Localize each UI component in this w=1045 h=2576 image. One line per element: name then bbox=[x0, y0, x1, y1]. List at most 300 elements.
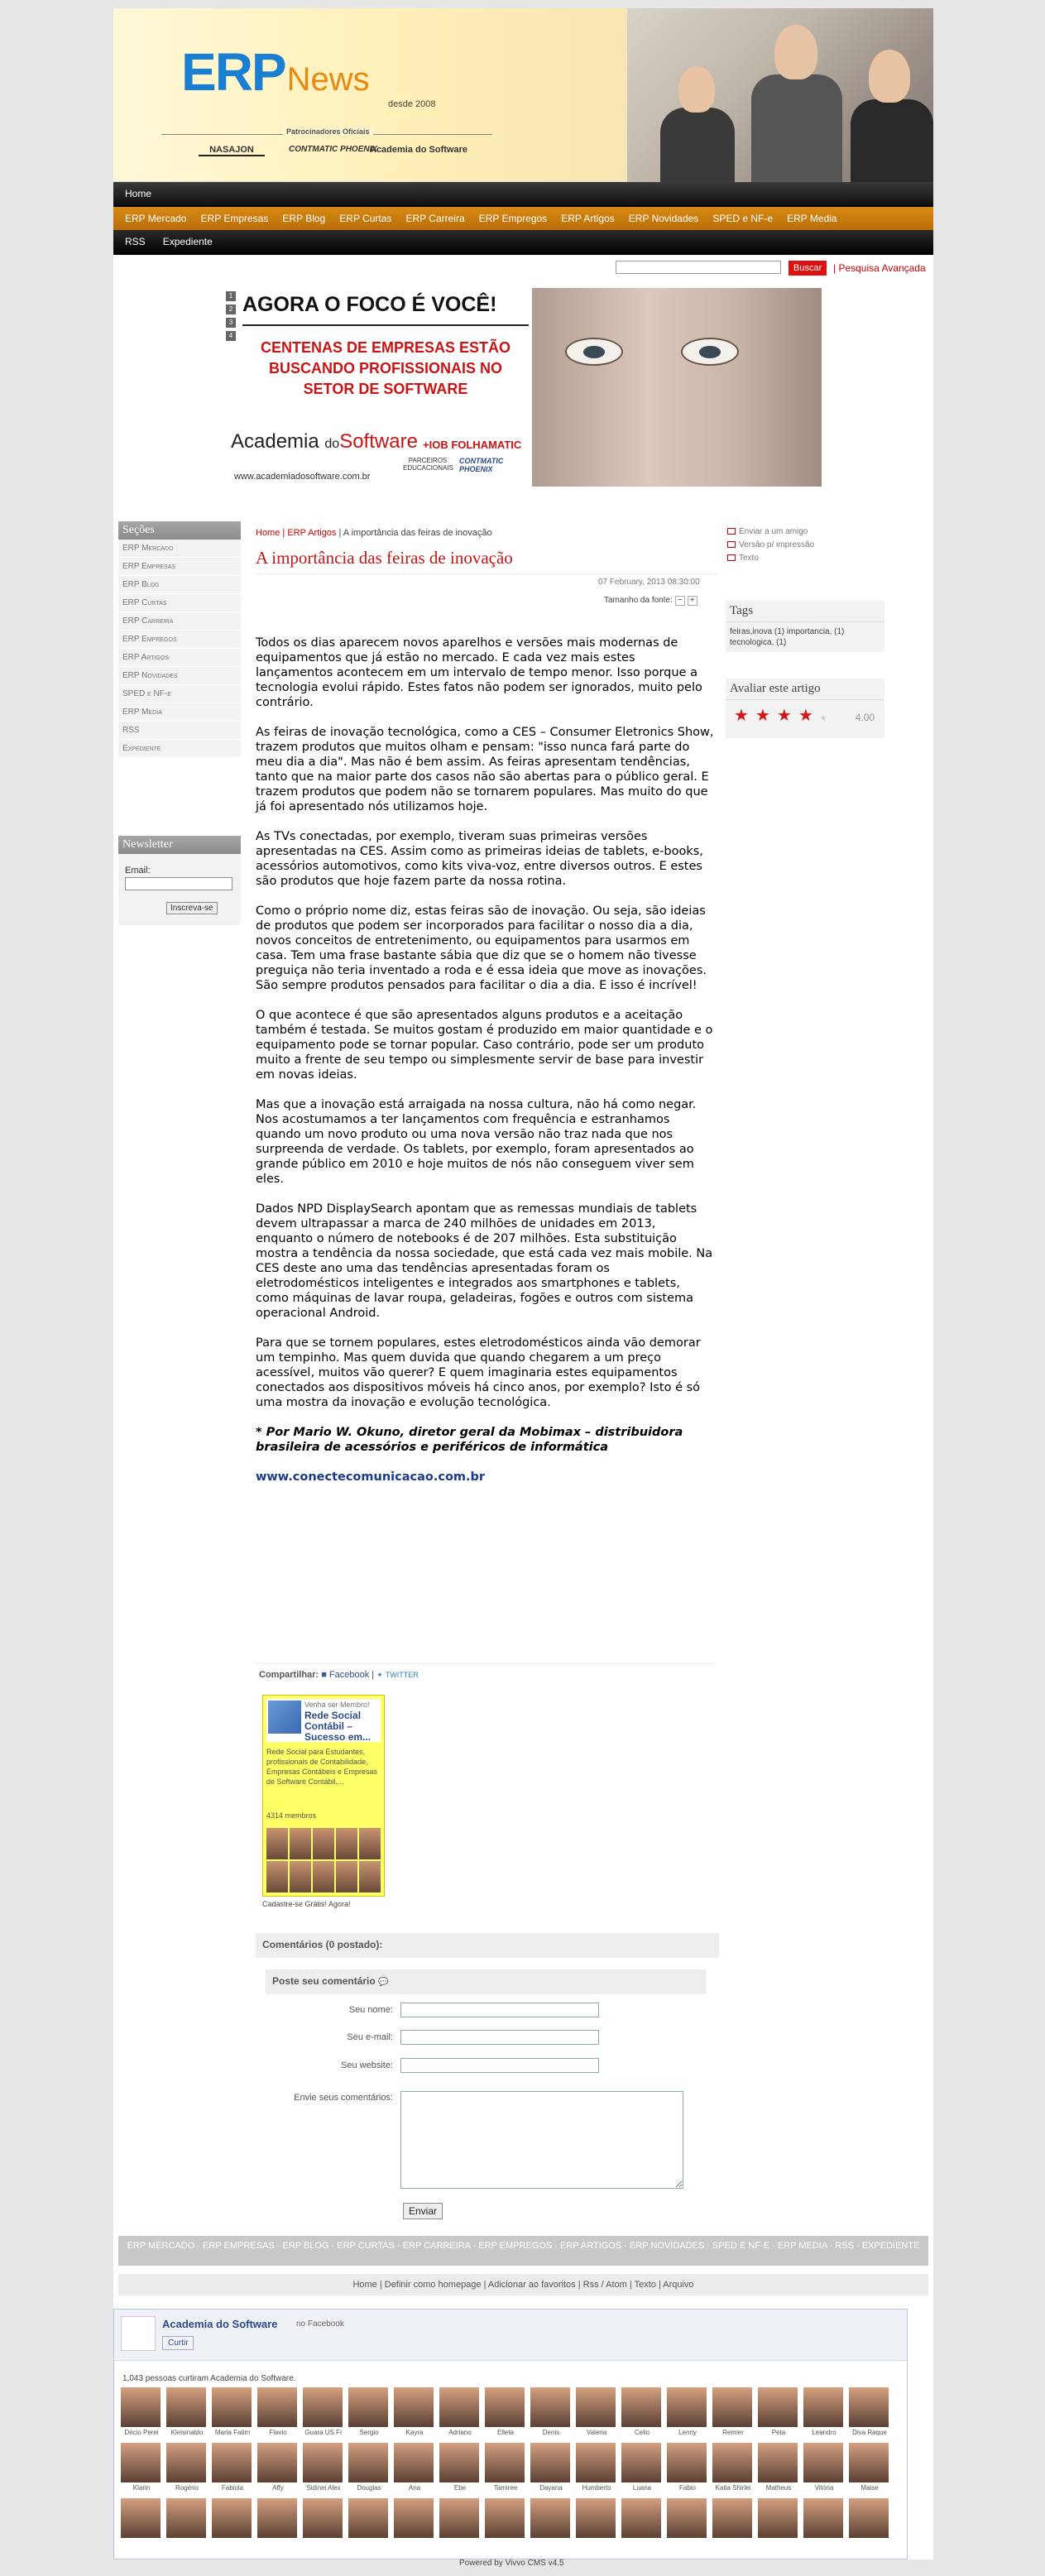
fb-fan-avatar[interactable] bbox=[712, 2443, 752, 2482]
advanced-search-link[interactable]: | Pesquisa Avançada bbox=[833, 262, 926, 274]
rating-title: Avaliar este artigo bbox=[726, 679, 884, 700]
banner-subhead: CENTENAS DE EMPRESAS ESTÃO BUSCANDO PROFISSIONAIS NO SETOR DE SOFTWARE bbox=[260, 339, 511, 397]
banner-pager bbox=[226, 291, 237, 344]
header-photo bbox=[627, 8, 933, 182]
post-comment-header bbox=[266, 1969, 706, 1994]
fb-fan[interactable] bbox=[212, 2443, 253, 2492]
fb-fan-avatar[interactable] bbox=[257, 2387, 297, 2427]
banner-partners: PARCEIROS EDUCACIONAIS bbox=[403, 457, 453, 472]
section-link[interactable]: SPED e NF-e bbox=[118, 685, 241, 703]
banner-brand bbox=[231, 430, 418, 453]
fb-fan-avatar[interactable] bbox=[212, 2498, 252, 2538]
member-avatar[interactable] bbox=[313, 1828, 334, 1859]
font-increase-icon[interactable]: + bbox=[688, 596, 697, 606]
name-label: Seu nome: bbox=[348, 2005, 393, 2015]
fb-fan-avatar[interactable] bbox=[621, 2498, 661, 2538]
facebook-like-box bbox=[113, 2309, 908, 2559]
newsletter-title: Newsletter bbox=[118, 836, 241, 854]
fb-fan-avatar[interactable] bbox=[576, 2498, 616, 2538]
widget-network-name[interactable]: Rede Social Contábil – Sucesso em... bbox=[304, 1710, 372, 1743]
widget-description: Rede Social para Estudantes, profissionais de Contabilidade, Empresas Contábeis e Empresas de Software Contábil,... bbox=[266, 1748, 378, 1786]
fb-fan-avatar[interactable] bbox=[257, 2498, 297, 2538]
banner-page-4[interactable]: 4 bbox=[226, 331, 236, 341]
fb-fan-avatar[interactable] bbox=[758, 2387, 798, 2427]
fb-fan[interactable] bbox=[394, 2498, 435, 2540]
fb-fan[interactable] bbox=[621, 2498, 663, 2540]
banner-photo bbox=[532, 288, 822, 487]
fb-fan-avatar[interactable] bbox=[348, 2498, 388, 2538]
fb-fan[interactable] bbox=[667, 2498, 708, 2540]
member-avatar[interactable] bbox=[336, 1828, 357, 1859]
fb-on-facebook: no Facebook bbox=[296, 2319, 344, 2329]
member-avatar[interactable] bbox=[359, 1861, 381, 1892]
star-icon[interactable]: ★ bbox=[798, 707, 820, 725]
fb-fan-avatar[interactable] bbox=[758, 2443, 798, 2482]
fb-fan[interactable] bbox=[348, 2387, 390, 2436]
fb-fan[interactable] bbox=[439, 2498, 481, 2540]
section-link[interactable]: Expediente bbox=[118, 740, 241, 758]
network-avatar bbox=[268, 1701, 301, 1734]
nav-erp-carreira[interactable]: ERP Carreira bbox=[405, 213, 465, 224]
printer-icon bbox=[727, 541, 736, 548]
fb-fan-avatar[interactable] bbox=[394, 2387, 434, 2427]
fb-fan[interactable] bbox=[849, 2498, 890, 2540]
widget-visit[interactable]: Venha ser Membro! bbox=[304, 1701, 370, 1709]
fb-fan[interactable] bbox=[849, 2387, 890, 2436]
fb-fans-grid bbox=[121, 2387, 899, 2540]
fb-fan-avatar[interactable] bbox=[394, 2498, 434, 2538]
comment-email-field[interactable] bbox=[400, 2030, 599, 2045]
fb-fan-name[interactable]: Sidinei Alex bbox=[306, 2484, 341, 2492]
share-twitter-link[interactable]: TWITTER bbox=[385, 1671, 419, 1679]
article-paragraph: Mas que a inovação está arraigada na nossa cultura, não há como negar. Nos acostumamos a ter lançamentos com frequência e estranhamos quando um novo produto ou uma nova versão não traz nada que nos surpreenda de verdade. Os tablets, por exemplo, foram apresentados ao grande público em 2010 e hoje muitos de nós não conseguem viver sem eles. bbox=[256, 1098, 697, 1186]
fb-fan-avatar[interactable] bbox=[121, 2498, 161, 2538]
fb-fan[interactable] bbox=[849, 2443, 890, 2492]
fb-fan-name[interactable]: Celio bbox=[634, 2429, 650, 2436]
fb-fan[interactable] bbox=[348, 2498, 390, 2540]
section-link[interactable]: ERP Carreira bbox=[118, 612, 241, 631]
fb-fan-avatar[interactable] bbox=[166, 2443, 206, 2482]
fb-fan-avatar[interactable] bbox=[530, 2387, 570, 2427]
fb-fan-name[interactable]: Reimer bbox=[722, 2429, 744, 2436]
text-link[interactable] bbox=[727, 552, 814, 565]
banner-contmatic: CONTMATIC PHOENIX bbox=[459, 457, 504, 473]
fb-fan-avatar[interactable] bbox=[576, 2387, 616, 2427]
nav-erp-empregos[interactable]: ERP Empregos bbox=[478, 213, 548, 224]
nav-erp-novidades[interactable]: ERP Novidades bbox=[628, 213, 699, 224]
fb-fan[interactable] bbox=[166, 2443, 208, 2492]
document-icon bbox=[727, 554, 736, 561]
fb-fan[interactable] bbox=[212, 2387, 253, 2436]
nav-erp-curtas[interactable]: ERP Curtas bbox=[339, 213, 392, 224]
social-network-widget[interactable] bbox=[262, 1695, 385, 1897]
nav-home[interactable]: Home bbox=[125, 188, 152, 199]
tags-list[interactable]: feiras,inova (1) importancia, (1) tecnologica, (1) bbox=[730, 627, 845, 647]
facebook-icon: ■ bbox=[321, 1670, 327, 1680]
member-avatar[interactable] bbox=[290, 1861, 311, 1892]
fb-fan-avatar[interactable] bbox=[849, 2498, 889, 2538]
fb-fan-avatar[interactable] bbox=[121, 2443, 161, 2482]
article-author: * Por Mario W. Okuno, diretor geral da Mobimax – distribuidora brasileira de acessórios e periféricos de informática bbox=[256, 1426, 683, 1454]
widget-member-grid bbox=[266, 1828, 381, 1892]
fb-fan-name[interactable]: Fabiola bbox=[221, 2484, 244, 2492]
fb-fan-avatar[interactable] bbox=[303, 2387, 343, 2427]
widget-signup-link[interactable]: Cadastre-se Grátis! Agora! bbox=[262, 1900, 351, 1908]
fb-fan-avatar[interactable] bbox=[121, 2387, 161, 2427]
site-logo[interactable] bbox=[181, 41, 436, 109]
search-input[interactable] bbox=[616, 261, 781, 274]
fb-fan[interactable] bbox=[576, 2443, 617, 2492]
fb-fan[interactable] bbox=[530, 2498, 572, 2540]
fb-fan[interactable] bbox=[758, 2443, 799, 2492]
comment-textarea[interactable] bbox=[400, 2091, 683, 2189]
fb-like-count: 1,043 pessoas curtiram Academia do Software. bbox=[122, 2374, 296, 2383]
article-title: A importância das feiras de inovação bbox=[256, 548, 513, 568]
fb-fan[interactable] bbox=[803, 2387, 845, 2436]
fb-fan-avatar[interactable] bbox=[485, 2443, 525, 2482]
fb-fan[interactable] bbox=[166, 2498, 208, 2540]
fb-fan-avatar[interactable] bbox=[257, 2443, 297, 2482]
fb-fan-avatar[interactable] bbox=[439, 2387, 479, 2427]
article-paragraph: Para que se tornem populares, estes eletrodomésticos ainda vão demorar um tempinho. Mas quem duvida que quando chegarem a um preço acessível, muitos vão querer? E quem imaginaria estes equipamentos conectados aos dispositivos móveis há cinco anos, por exemplo? Isto é só uma mostra da inovação e evolução tecnológica. bbox=[256, 1336, 701, 1409]
member-avatar[interactable] bbox=[313, 1861, 334, 1892]
fb-fan-name[interactable]: Décio Perei bbox=[124, 2429, 159, 2436]
banner-brand-soft: Software bbox=[339, 430, 418, 453]
fb-fan-avatar[interactable] bbox=[530, 2443, 570, 2482]
section-link[interactable]: ERP Artigos bbox=[118, 649, 241, 667]
fb-fan[interactable] bbox=[485, 2443, 526, 2492]
fb-fan-name[interactable]: Katia Shirlei bbox=[715, 2484, 751, 2492]
fb-fan-avatar[interactable] bbox=[348, 2443, 388, 2482]
article-body bbox=[256, 636, 716, 1499]
sections-sidebar bbox=[118, 521, 241, 758]
fb-fan-name[interactable]: Sergio bbox=[359, 2429, 379, 2436]
fb-header bbox=[114, 2310, 907, 2361]
fb-fan-name[interactable]: Diva Raque bbox=[852, 2429, 887, 2436]
fb-fan-avatar[interactable] bbox=[667, 2443, 707, 2482]
fb-fan[interactable] bbox=[303, 2443, 344, 2492]
font-size-control bbox=[602, 596, 697, 607]
fb-fan-name[interactable]: Maria Fatim bbox=[214, 2429, 251, 2436]
top-nav bbox=[113, 182, 933, 205]
fb-fan[interactable] bbox=[576, 2387, 617, 2436]
banner-folha: +IOB FOLHAMATIC bbox=[423, 439, 522, 451]
banner-brand-do: do bbox=[324, 437, 340, 451]
nav-sped[interactable]: SPED e NF-e bbox=[712, 213, 774, 224]
member-avatar[interactable] bbox=[266, 1828, 288, 1859]
nav-erp-artigos[interactable]: ERP Artigos bbox=[561, 213, 615, 224]
section-link[interactable]: RSS bbox=[118, 722, 241, 740]
banner-brand-a: Academia bbox=[231, 430, 319, 453]
article-date: 07 February, 2013 08:30:00 bbox=[598, 578, 700, 587]
fb-fan-avatar[interactable] bbox=[849, 2387, 889, 2427]
article-paragraph: Todos os dias aparecem novos aparelhos e versões mais modernas de equipamentos que já estão no mercado. E cada vez mais estes lançamentos acontecem em um intervalo de tempo menor. Isso porque a tecnologia evolui rápido. Estes fatos não podem ser ignorados, muito pelo contrário. bbox=[256, 636, 702, 709]
tags-box bbox=[726, 601, 884, 652]
photo-figure bbox=[751, 74, 842, 182]
fb-fan-name[interactable]: Dayana bbox=[539, 2484, 563, 2492]
sponsor-academia[interactable]: Academia do Software bbox=[370, 145, 467, 155]
banner-text-panel bbox=[224, 288, 532, 487]
fb-fan-avatar[interactable] bbox=[621, 2387, 661, 2427]
member-avatar[interactable] bbox=[336, 1861, 357, 1892]
share-divider bbox=[256, 1663, 716, 1664]
newsletter-box bbox=[118, 836, 241, 925]
site-header bbox=[113, 8, 933, 182]
page bbox=[113, 8, 933, 2568]
fb-fan[interactable] bbox=[712, 2498, 754, 2540]
fb-fan[interactable] bbox=[166, 2387, 208, 2436]
photo-figure bbox=[660, 108, 735, 182]
fb-fan-avatar[interactable] bbox=[166, 2387, 206, 2427]
star-icon[interactable]: ★ bbox=[734, 707, 755, 725]
fb-fan[interactable] bbox=[712, 2443, 754, 2492]
photo-figure bbox=[869, 50, 910, 103]
fb-fan[interactable] bbox=[621, 2387, 663, 2436]
fb-fan[interactable] bbox=[803, 2443, 845, 2492]
member-avatar[interactable] bbox=[290, 1828, 311, 1859]
fb-fan-avatar[interactable] bbox=[621, 2443, 661, 2482]
envelope-icon bbox=[727, 528, 736, 535]
fb-fan-name[interactable]: Humberto bbox=[582, 2484, 611, 2492]
fb-fan-avatar[interactable] bbox=[576, 2443, 616, 2482]
fb-fan-avatar[interactable] bbox=[166, 2498, 206, 2538]
widget-members: 4314 membros bbox=[266, 1811, 317, 1820]
fb-fan[interactable] bbox=[121, 2498, 162, 2540]
fb-fan-name[interactable]: Kayra bbox=[405, 2429, 424, 2436]
nav-erp-mercado[interactable]: ERP Mercado bbox=[125, 213, 187, 224]
fb-fan-avatar[interactable] bbox=[667, 2498, 707, 2538]
fb-fan-name[interactable]: Klarin bbox=[132, 2484, 151, 2492]
fb-fan-avatar[interactable] bbox=[303, 2443, 343, 2482]
fb-fan[interactable] bbox=[667, 2443, 708, 2492]
star-icon[interactable]: ★ bbox=[776, 707, 798, 725]
search-button[interactable]: Buscar bbox=[789, 261, 827, 276]
fb-fan-name[interactable]: Denis bbox=[542, 2429, 560, 2436]
photo-figure bbox=[851, 99, 933, 182]
powered-by: Powered by Vivvo CMS v4.5 bbox=[459, 2559, 564, 2568]
logo-erp: ERP bbox=[181, 42, 285, 102]
star-empty-icon[interactable]: ★ bbox=[819, 714, 834, 723]
fb-fan-name[interactable]: Valeria bbox=[586, 2429, 607, 2436]
comment-bubble-icon: 💬 bbox=[378, 1978, 389, 1987]
fb-fan[interactable] bbox=[303, 2387, 344, 2436]
fb-fan-avatar[interactable] bbox=[758, 2498, 798, 2538]
fb-fan[interactable] bbox=[712, 2387, 754, 2436]
comment-label: Envie seus comentários: bbox=[294, 2093, 393, 2103]
breadcrumb-section[interactable]: | ERP Artigos bbox=[282, 528, 337, 538]
star-rating[interactable] bbox=[726, 700, 884, 731]
fb-fan-name[interactable]: Luana bbox=[632, 2484, 652, 2492]
sponsor-nasajon[interactable]: NASAJON bbox=[199, 145, 265, 156]
section-link[interactable]: ERP Novidades bbox=[118, 667, 241, 685]
share-facebook-link[interactable]: Facebook bbox=[328, 1670, 370, 1680]
banner-page-2[interactable]: 2 bbox=[226, 305, 236, 314]
banner-page-3[interactable]: 3 bbox=[226, 318, 236, 328]
fb-fan[interactable] bbox=[530, 2443, 572, 2492]
email-friend-label: Enviar a um amigo bbox=[739, 527, 808, 536]
section-link[interactable]: ERP Curtas bbox=[118, 594, 241, 612]
fb-like-button[interactable]: Curtir bbox=[162, 2336, 194, 2350]
banner-page-1[interactable]: 1 bbox=[226, 291, 236, 301]
fb-page-name[interactable]: Academia do Software bbox=[162, 2318, 278, 2330]
nav-erp-media[interactable]: ERP Media bbox=[787, 213, 837, 224]
nav-expediente[interactable]: Expediente bbox=[162, 236, 213, 247]
fb-fan-name[interactable]: Fabio bbox=[678, 2484, 696, 2492]
photo-eye bbox=[565, 338, 623, 366]
fb-fan-name[interactable]: Flavio bbox=[269, 2429, 287, 2436]
article-tools bbox=[727, 525, 814, 565]
email-label: Email: bbox=[125, 866, 151, 875]
comment-name-field[interactable] bbox=[400, 2003, 599, 2017]
fb-fan-name[interactable]: Adriano bbox=[448, 2429, 472, 2436]
fb-fan[interactable] bbox=[758, 2387, 799, 2436]
rating-value: 4.00 bbox=[855, 712, 875, 723]
fb-fan[interactable] bbox=[439, 2387, 481, 2436]
fb-fan[interactable] bbox=[803, 2498, 845, 2540]
print-label: Versão p/ impressão bbox=[739, 540, 815, 549]
fb-fan-name[interactable]: Ebe bbox=[453, 2484, 467, 2492]
fb-fan[interactable] bbox=[394, 2387, 435, 2436]
fb-fan-avatar[interactable] bbox=[485, 2387, 525, 2427]
fb-fan-avatar[interactable] bbox=[712, 2387, 752, 2427]
sections-title: Seções bbox=[118, 521, 241, 540]
comment-website-field[interactable] bbox=[400, 2058, 599, 2073]
member-avatar[interactable] bbox=[266, 1861, 288, 1892]
section-link[interactable]: ERP Empresas bbox=[118, 558, 241, 576]
sections-list bbox=[118, 540, 241, 758]
fb-fan-avatar[interactable] bbox=[212, 2443, 252, 2482]
send-comment-button[interactable]: Enviar bbox=[403, 2203, 443, 2219]
fb-fan[interactable] bbox=[530, 2387, 572, 2436]
fb-fan[interactable] bbox=[758, 2498, 799, 2540]
fb-fan[interactable] bbox=[667, 2387, 708, 2436]
section-link[interactable]: ERP Empregos bbox=[118, 631, 241, 649]
nav-rss[interactable]: RSS bbox=[125, 236, 146, 247]
footer-links[interactable]: ERP MERCADO · ERP EMPRESAS · ERP BLOG · ERP CURTAS · ERP CARREIRA · ERP EMPREGOS · ERP ARTIGOS · ERP NOVIDADES · SPED E NF-E · ERP MEDIA · RSS · EXPEDIENTE bbox=[118, 2236, 928, 2266]
nav-erp-empresas[interactable]: ERP Empresas bbox=[200, 213, 269, 224]
fb-fan-avatar[interactable] bbox=[439, 2443, 479, 2482]
newsletter-email-field[interactable] bbox=[125, 877, 232, 890]
secondary-nav bbox=[113, 230, 933, 255]
logo-news: News bbox=[286, 61, 370, 98]
fb-fan-avatar[interactable] bbox=[212, 2387, 252, 2427]
fb-fan-name[interactable]: Elleta bbox=[496, 2429, 514, 2436]
logo-since: desde 2008 bbox=[388, 99, 436, 109]
fb-fan-avatar[interactable] bbox=[803, 2498, 843, 2538]
fb-fan-avatar[interactable] bbox=[712, 2498, 752, 2538]
fb-fan-avatar[interactable] bbox=[667, 2387, 707, 2427]
fb-fan-avatar[interactable] bbox=[530, 2498, 570, 2538]
article-paragraph: O que acontece é que são apresentados alguns produtos e a aceitação também é testada. Se muitos gostam é produzido em maior quantidade e o equipamento pode se tornar popular. Caso contrário, pode ser um produto muito a frente de seu tempo ou simplesmente servir de base para investir em novas ideias. bbox=[256, 1009, 713, 1082]
section-link[interactable]: ERP Blog bbox=[118, 576, 241, 594]
section-link[interactable]: ERP Mercado bbox=[118, 540, 241, 558]
sponsor-contmatic[interactable]: CONTMATIC PHOENIX bbox=[289, 145, 378, 154]
fb-fan-name[interactable]: Peta bbox=[771, 2429, 786, 2436]
font-decrease-icon[interactable]: − bbox=[675, 596, 685, 606]
fb-fan[interactable] bbox=[485, 2498, 526, 2540]
breadcrumb bbox=[256, 528, 492, 538]
fb-fan[interactable] bbox=[348, 2443, 390, 2492]
share-bar: Compartilhar: ■ Facebook | ✦ TWITTER bbox=[259, 1670, 419, 1680]
twitter-icon: ✦ bbox=[376, 1671, 383, 1679]
fb-fan-name[interactable]: Ana bbox=[408, 2484, 421, 2492]
fb-fan-avatar[interactable] bbox=[303, 2498, 343, 2538]
fb-fan-avatar[interactable] bbox=[803, 2387, 843, 2427]
fb-fan-avatar[interactable] bbox=[485, 2498, 525, 2538]
footer-bottom-links[interactable]: Home | Definir como homepage | Adicionar ao favoritos | Rss / Atom | Texto | Arquivo bbox=[118, 2274, 928, 2295]
fb-fan-avatar[interactable] bbox=[348, 2387, 388, 2427]
fb-fan-name[interactable]: Vitória bbox=[814, 2484, 834, 2492]
fb-fan[interactable] bbox=[257, 2498, 299, 2540]
email-friend-link[interactable] bbox=[727, 525, 814, 539]
widget-header bbox=[266, 1699, 381, 1742]
section-link[interactable]: ERP Media bbox=[118, 703, 241, 722]
fb-fan-name[interactable]: Affy bbox=[272, 2484, 284, 2492]
main-nav bbox=[113, 205, 933, 230]
member-avatar[interactable] bbox=[359, 1828, 381, 1859]
comments-header: Comentários (0 postado): bbox=[256, 1933, 719, 1958]
banner-divider bbox=[242, 324, 529, 326]
print-link[interactable] bbox=[727, 539, 814, 552]
fb-fan-avatar[interactable] bbox=[439, 2498, 479, 2538]
website-label: Seu website: bbox=[341, 2060, 393, 2070]
fb-fan-name[interactable]: Kleisinaldo bbox=[170, 2429, 204, 2436]
fb-fan[interactable] bbox=[485, 2387, 526, 2436]
share-label: Compartilhar: bbox=[259, 1670, 319, 1680]
article-paragraph: Dados NPD DisplaySearch apontam que as remessas mundiais de tablets devem ultrapassar a marca de 240 milhões de unidades em 2013, enquanto o número de notebooks é de 207 milhões. Esta substituição mostra a tendência da nossa sociedade, que está cada vez mais mobile. Na CES deste ano uma das tendências apresentadas foram os eletrodomésticos inteligentes e integrados aos smartphones e tablets, como máquinas de lavar roupa, geladeiras, fogões e outros com sistema operacional Android. bbox=[256, 1202, 713, 1320]
font-size-label: Tamanho da fonte: bbox=[604, 596, 673, 605]
fb-fan-name[interactable]: Tamiree bbox=[493, 2484, 518, 2492]
fb-fan[interactable] bbox=[439, 2443, 481, 2492]
fb-fan-name[interactable]: Lenny bbox=[678, 2429, 697, 2436]
fb-fan-name[interactable]: Maise bbox=[860, 2484, 879, 2492]
text-label: Texto bbox=[739, 554, 759, 563]
article-paragraph: Como o próprio nome diz, estas feiras são de inovação. Ou seja, são ideias de produtos que podem ser incorporados para facilitar o nosso dia a dia, novos conceitos de entretenimento, ou equipamentos para usarmos em casa. Tem uma frase bastante sábia que diz que se o homem não tivesse preguiça não teria inventado a roda e é essa ideia que move as inovações. São sempre produtos pensados para facilitar o dia a dia. E isso é incrível! bbox=[256, 904, 707, 992]
fb-fan[interactable] bbox=[576, 2498, 617, 2540]
fb-fan[interactable] bbox=[212, 2498, 253, 2540]
fb-fan[interactable] bbox=[121, 2443, 162, 2492]
star-icon[interactable]: ★ bbox=[755, 707, 777, 725]
ad-banner[interactable] bbox=[224, 288, 822, 487]
article-source-link[interactable]: www.conectecomunicacao.com.br bbox=[256, 1470, 486, 1484]
article-paragraph: As feiras de inovação tecnológica, como a CES – Consumer Eletronics Show, trazem produtos que muitos olham e pensam: "isso nunca fará parte do meu dia a dia". Mas não é bem assim. As feiras apresentam tendências, tanto que na maior parte dos casos não são abertas para o público geral. E trazem produtos que podem não se tornarem populares. Mas muito do que já foi apresentado nós utilizamos hoje. bbox=[256, 726, 714, 813]
article-paragraph: As TVs conectadas, por exemplo, tiveram suas primeiras versões apresentadas na CES. Assim como as primeiras ideias de tablets, e-books, acessórios automotivos, como kits viva-voz, entre diversos outros. E estes são produtos que hoje fazem parte da nossa rotina. bbox=[256, 830, 703, 888]
title-divider bbox=[256, 573, 719, 574]
breadcrumb-home[interactable]: Home bbox=[256, 528, 280, 538]
fb-fan[interactable] bbox=[257, 2443, 299, 2492]
fb-fan-name[interactable]: Douglas bbox=[357, 2484, 381, 2492]
fb-fan-avatar[interactable] bbox=[803, 2443, 843, 2482]
fb-fan-name[interactable]: Guara US Fr bbox=[304, 2429, 343, 2436]
subscribe-button[interactable]: Inscreva-se bbox=[166, 902, 218, 914]
fb-fan-avatar[interactable] bbox=[849, 2443, 889, 2482]
fb-fan[interactable] bbox=[303, 2498, 344, 2540]
fb-fan[interactable] bbox=[394, 2443, 435, 2492]
sponsors-title: Patrocinadores Oficiais bbox=[283, 127, 373, 136]
fb-fan[interactable] bbox=[621, 2443, 663, 2492]
photo-figure bbox=[774, 25, 817, 79]
breadcrumb-current: | A importância das feiras de inovação bbox=[338, 528, 492, 538]
fb-fan[interactable] bbox=[257, 2387, 299, 2436]
banner-headline: AGORA O FOCO É VOCÊ! bbox=[242, 293, 497, 316]
fb-fan-name[interactable]: Matheus bbox=[765, 2484, 792, 2492]
fb-fan-name[interactable]: Leandro bbox=[812, 2429, 836, 2436]
fb-page-logo[interactable] bbox=[121, 2316, 156, 2351]
fb-fan-avatar[interactable] bbox=[394, 2443, 434, 2482]
nav-erp-blog[interactable]: ERP Blog bbox=[282, 213, 326, 224]
fb-fan[interactable] bbox=[121, 2387, 162, 2436]
fb-fan-name[interactable]: Rogério bbox=[175, 2484, 199, 2492]
